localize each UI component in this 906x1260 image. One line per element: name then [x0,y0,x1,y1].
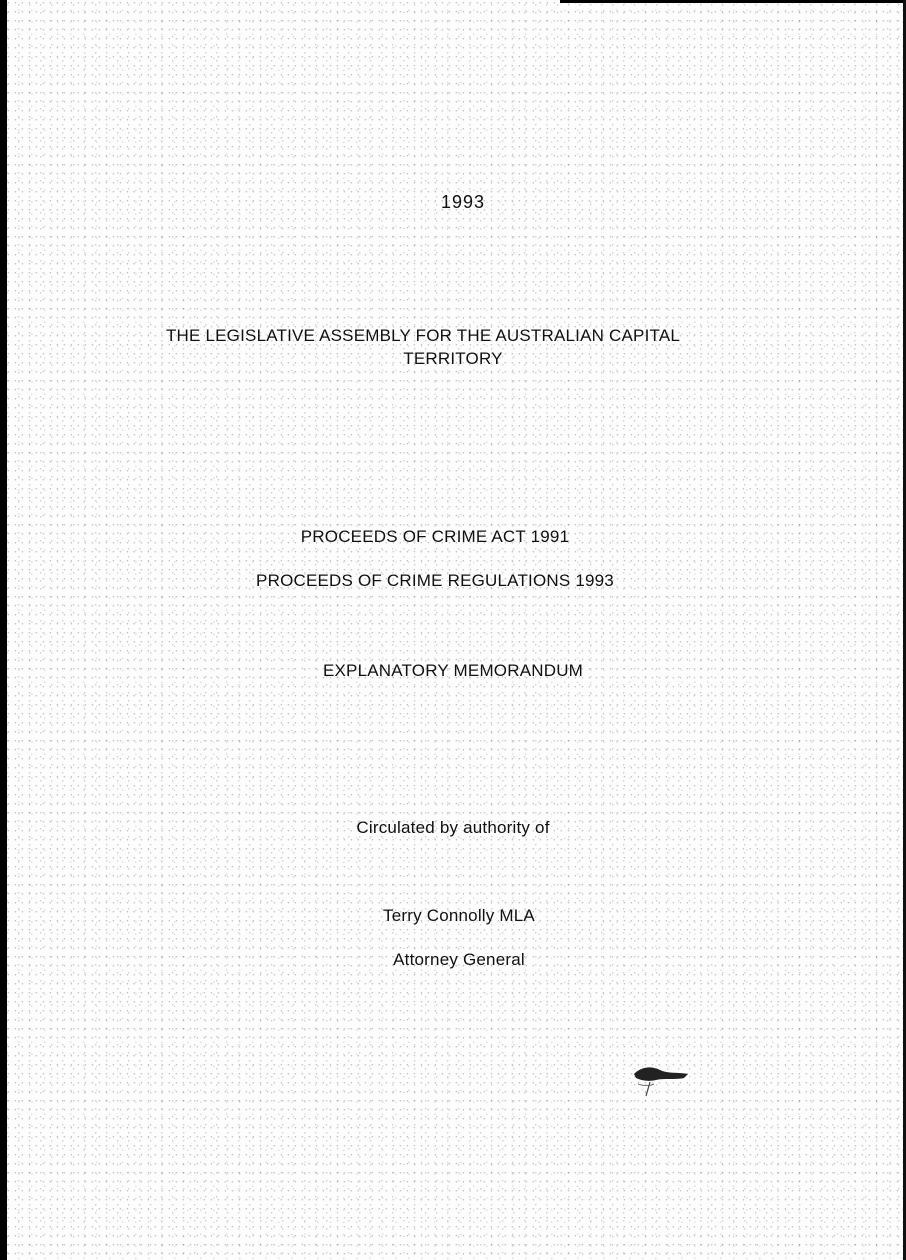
document-type-heading: EXPLANATORY MEMORANDUM [322,661,584,680]
signature-mark [630,1060,694,1100]
author-role: Attorney General [393,950,525,969]
scan-top-edge [560,0,906,3]
circulated-by-text: Circulated by authority of [356,818,550,837]
assembly-title-line-1: THE LEGISLATIVE ASSEMBLY FOR THE AUSTRALIAN CAPITAL [165,326,681,345]
scan-left-edge [0,0,7,1260]
author-name: Terry Connolly MLA [383,906,535,925]
regulations-title: PROCEEDS OF CRIME REGULATIONS 1993 [256,571,614,590]
document-year: 1993 [440,192,486,212]
assembly-title-line-2: TERRITORY [403,349,503,368]
act-title: PROCEEDS OF CRIME ACT 1991 [300,527,570,546]
